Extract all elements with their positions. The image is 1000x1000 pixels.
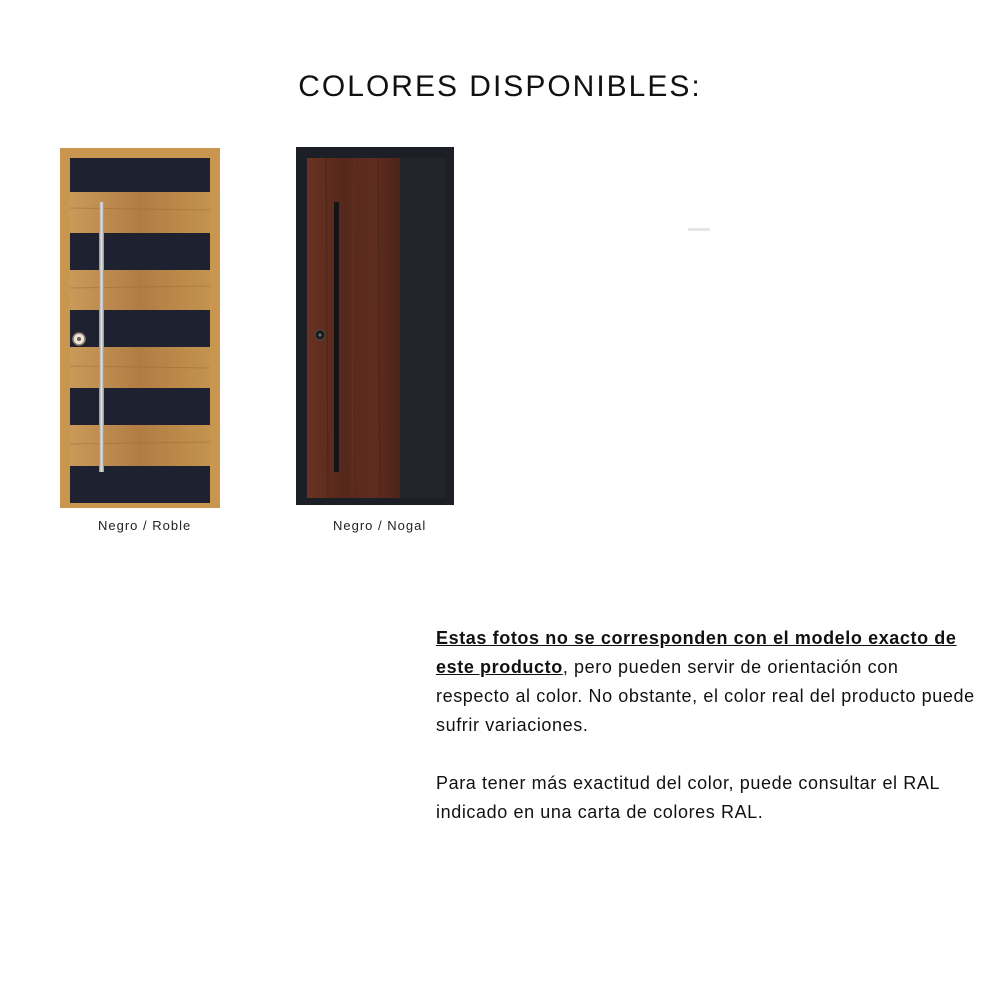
page-title: COLORES DISPONIBLES: — [298, 70, 702, 103]
door-caption-negro-roble: Negro / Roble — [98, 518, 192, 533]
black-band — [70, 388, 210, 425]
door-handle-bar — [99, 202, 104, 472]
door-caption-negro-nogal: Negro / Nogal — [333, 518, 427, 533]
black-band — [70, 233, 210, 270]
black-band — [70, 158, 210, 192]
black-band — [70, 310, 210, 347]
door-handle-bar — [334, 202, 339, 472]
black-band — [70, 466, 210, 503]
disclaimer-paragraph-2: Para tener más exactitud del color, puede consultar el RAL indicado en una carta de colores RAL. — [436, 773, 940, 822]
door-image-negro-roble — [60, 148, 220, 508]
disclaimer-text: , pero pueden servir de orientación con respecto al color. No obstante, el color real del producto puede sufrir variaciones. — [436, 657, 975, 735]
black-panel — [400, 158, 446, 498]
decorative-speck — [688, 228, 710, 231]
disclaimer-emphasis: Estas fotos no se corresponden con el modelo exacto de este producto — [436, 628, 957, 677]
color-disclaimer — [436, 624, 976, 827]
disclaimer-paragraph-1 — [436, 624, 976, 740]
door-image-negro-nogal — [296, 147, 456, 505]
